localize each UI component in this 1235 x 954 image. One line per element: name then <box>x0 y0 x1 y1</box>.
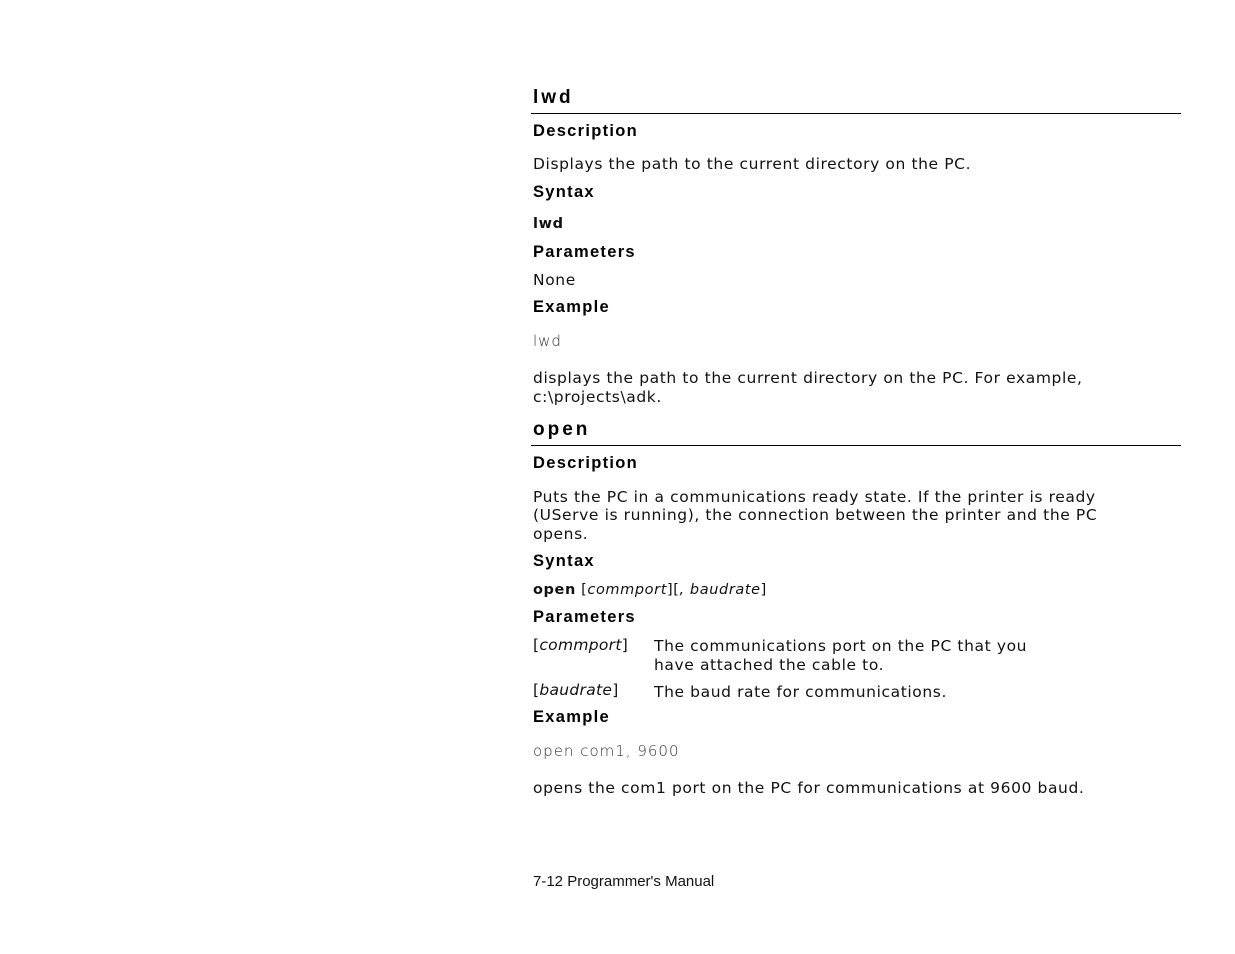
example-explanation: opens the com1 port on the PC for communications at 9600 baud. <box>533 779 1085 797</box>
param-description: The baud rate for communications. <box>654 683 948 701</box>
command-title-lwd: lwd <box>533 87 574 108</box>
syntax-command: lwd <box>533 216 564 232</box>
param-name-baudrate <box>533 681 619 699</box>
syntax-text <box>533 216 564 232</box>
syntax-heading: Syntax <box>533 552 595 570</box>
param-description: The communications port on the PC that you <box>654 637 1028 655</box>
param-bracket: ] <box>621 636 629 654</box>
description-text: Displays the path to the current directory on the PC. <box>533 155 972 173</box>
page-footer: 7-12 Programmer's Manual <box>533 873 715 890</box>
syntax-bracket: [ <box>575 582 588 598</box>
syntax-command: open <box>533 582 576 598</box>
parameters-text: None <box>533 271 576 289</box>
syntax-bracket: ] <box>760 582 767 598</box>
syntax-heading: Syntax <box>533 183 595 201</box>
section-divider <box>531 445 1181 446</box>
param-bracket: [ <box>533 636 540 654</box>
example-explanation: displays the path to the current directory on the PC. For example, <box>533 369 1083 387</box>
example-explanation: c:\projects\adk. <box>533 388 662 406</box>
param-description: have attached the cable to. <box>654 656 885 674</box>
param-name-text: commport <box>539 636 622 654</box>
param-bracket: ] <box>612 681 619 699</box>
section-divider <box>531 113 1181 114</box>
parameters-heading: Parameters <box>533 608 636 626</box>
param-bracket: [ <box>533 681 540 699</box>
syntax-arg-baudrate: , baudrate <box>679 582 761 598</box>
example-code: lwd <box>533 332 562 350</box>
syntax-arg-commport: commport <box>587 582 667 598</box>
description-text: Puts the PC in a communications ready state. If the printer is ready <box>533 488 1096 506</box>
example-heading: Example <box>533 298 610 316</box>
param-name-text: baudrate <box>539 681 613 699</box>
example-heading: Example <box>533 708 610 726</box>
description-text: (UServe is running), the connection between the printer and the PC <box>533 506 1098 524</box>
param-name-commport <box>533 636 628 654</box>
description-heading: Description <box>533 122 639 140</box>
command-title-open: open <box>533 419 591 440</box>
syntax-text <box>533 582 767 598</box>
description-heading: Description <box>533 454 639 472</box>
example-code: open com1, 9600 <box>533 742 680 760</box>
description-text: opens. <box>533 525 589 543</box>
parameters-heading: Parameters <box>533 243 636 261</box>
syntax-bracket: ][ <box>667 582 680 598</box>
